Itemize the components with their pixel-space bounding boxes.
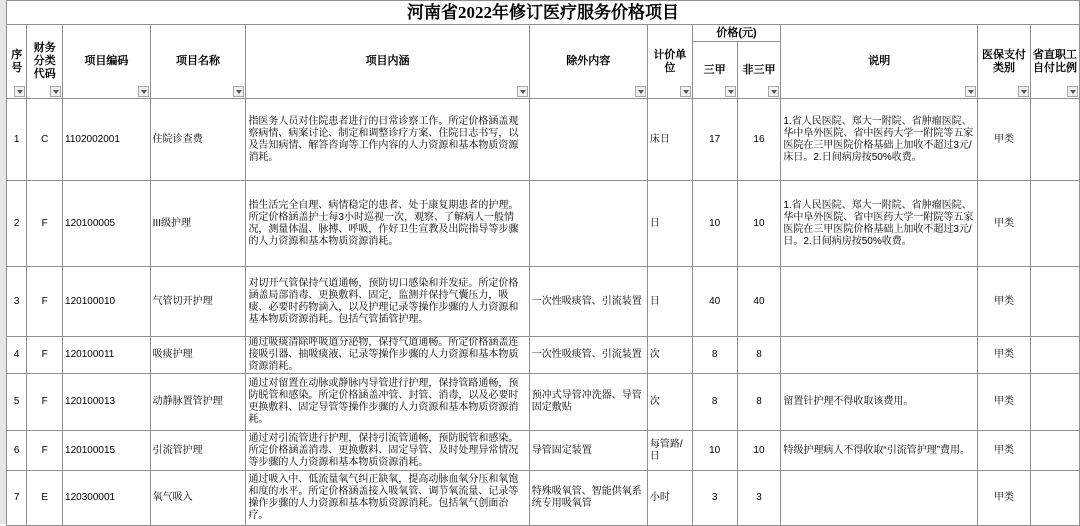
cell-content[interactable]: 通过对引流管进行护理，保持引流管通畅，预防脱管和感染。所定价格涵盖消毒、更换敷料、固定导管、及时处理异常情况等步骤的人力资源和基本物质资源消耗。 [246,431,529,471]
filter-dropdown-icon[interactable] [14,86,25,97]
table-row[interactable] [7,431,1080,471]
cell-self-pay[interactable] [1031,337,1080,374]
cell-fin[interactable]: E [27,471,63,526]
filter-dropdown-icon[interactable] [965,86,976,97]
cell-name[interactable]: 引流管护理 [150,431,246,471]
filter-dropdown-icon[interactable] [635,86,646,97]
cell-name[interactable]: 氧气吸入 [150,471,246,526]
header-note: 说明 [781,25,978,99]
cell-insurance[interactable]: 甲类 [978,267,1031,337]
header-self-pay: 省直职工自付比例 [1031,25,1080,99]
cell-excluded[interactable]: 一次性吸痰管、引流装置 [529,337,647,374]
cell-seq[interactable]: 5 [7,374,27,431]
cell-excluded[interactable] [529,181,647,267]
cell-seq[interactable]: 6 [7,431,27,471]
cell-price-grade3a[interactable]: 10 [692,181,737,267]
cell-price-grade3a[interactable]: 17 [692,99,737,181]
filter-dropdown-icon[interactable] [680,86,691,97]
cell-seq[interactable]: 2 [7,181,27,267]
table-row[interactable] [7,374,1080,431]
cell-excluded[interactable] [529,99,647,181]
cell-unit[interactable]: 日 [647,181,692,267]
filter-dropdown-icon[interactable] [1018,86,1029,97]
cell-excluded[interactable]: 导管固定装置 [529,431,647,471]
cell-note[interactable] [781,337,978,374]
cell-price-grade3a[interactable]: 10 [692,431,737,471]
header-price: 价格(元) [692,25,781,42]
cell-content[interactable]: 指生活完全自理、病情稳定的患者、处于康复期患者的护理。所定价格涵盖护士每3小时巡视一次，观察、了解病人一般情况，测量体温、脉搏、呼吸，作好卫生宣教及出院指导等步骤的人力资源和基本物质资源消耗。 [246,181,529,267]
filter-dropdown-icon[interactable] [138,86,149,97]
cell-self-pay[interactable] [1031,471,1080,526]
cell-fin[interactable]: F [27,374,63,431]
filter-dropdown-icon[interactable] [233,86,244,97]
cell-code[interactable]: 120100005 [63,181,151,267]
cell-code[interactable]: 120100015 [63,431,151,471]
cell-name[interactable]: 吸痰护理 [150,337,246,374]
cell-self-pay[interactable] [1031,374,1080,431]
cell-seq[interactable]: 3 [7,267,27,337]
cell-content[interactable]: 通过吸入中、低流量氧气纠正缺氧，提高动脉血氧分压和氧饱和度的水平。所定价格涵盖接入吸氧管、调节氧流量、记录等操作步骤的人力资源和基本物质资源消耗。包括氧气创面治疗。 [246,471,529,526]
cell-price-grade3a[interactable]: 8 [692,374,737,431]
cell-seq[interactable]: 1 [7,99,27,181]
cell-self-pay[interactable] [1031,267,1080,337]
table-row[interactable] [7,267,1080,337]
cell-price-non-grade3a[interactable]: 10 [737,431,781,471]
header-non-grade3a: 非三甲 [737,42,781,99]
cell-note[interactable] [781,267,978,337]
cell-insurance[interactable]: 甲类 [978,337,1031,374]
cell-insurance[interactable]: 甲类 [978,374,1031,431]
cell-price-non-grade3a[interactable]: 8 [737,337,781,374]
cell-fin[interactable]: F [27,431,63,471]
filter-dropdown-icon[interactable] [517,86,528,97]
cell-unit[interactable]: 小时 [647,471,692,526]
cell-excluded[interactable]: 一次性吸痰管、引流装置 [529,267,647,337]
header-excluded: 除外内容 [529,25,647,99]
cell-self-pay[interactable] [1031,431,1080,471]
cell-price-grade3a[interactable]: 8 [692,337,737,374]
cell-price-non-grade3a[interactable]: 10 [737,181,781,267]
cell-insurance[interactable]: 甲类 [978,99,1031,181]
cell-fin[interactable]: F [27,337,63,374]
cell-excluded[interactable]: 特殊吸氧管、智能供氧系统专用吸氧管 [529,471,647,526]
cell-price-non-grade3a[interactable]: 40 [737,267,781,337]
table-row[interactable] [7,471,1080,526]
cell-name[interactable]: 动静脉置管护理 [150,374,246,431]
cell-note[interactable]: 特级护理病人不得收取“引流管护理”费用。 [781,431,978,471]
cell-code[interactable]: 120100011 [63,337,151,374]
header-fin-code: 财务分类代码 [27,25,63,99]
filter-dropdown-icon[interactable] [725,86,736,97]
header-unit: 计价单位 [647,25,692,99]
cell-note[interactable]: 1.省人民医院、郑大一附院、省肿瘤医院、华中阜外医院、省中医药大学一附院等五家医院在三甲医院价格基础上加收不超过3元/床日。2.日间病房按50%收费。 [781,99,978,181]
cell-note[interactable]: 留置针护理不得收取该费用。 [781,374,978,431]
header-grade3a: 三甲 [692,42,737,99]
cell-unit[interactable]: 次 [647,374,692,431]
cell-note[interactable]: 1.省人民医院、郑大一附院、省肿瘤医院、华中阜外医院、省中医药大学一附院等五家医院在三甲医院价格基础上加收不超过3元/日。2.日间病房按50%收费。 [781,181,978,267]
filter-dropdown-icon[interactable] [1067,86,1078,97]
cell-code[interactable]: 120100010 [63,267,151,337]
cell-code[interactable]: 120300001 [63,471,151,526]
cell-unit[interactable]: 床日 [647,99,692,181]
cell-name[interactable]: III级护理 [150,181,246,267]
cell-price-grade3a[interactable]: 40 [692,267,737,337]
cell-insurance[interactable]: 甲类 [978,431,1031,471]
cell-content[interactable]: 对切开气管保持气道通畅，预防切口感染和并发症。所定价格涵盖局部消毒、更换敷料、固定，监测并保持气囊压力，吸痰、必要时药物滴入，以及护理记录等操作步骤的人力资源和基本物质资源消耗。包括气管插管护理。 [246,267,529,337]
filter-dropdown-icon[interactable] [50,86,61,97]
cell-unit[interactable]: 每管路/日 [647,431,692,471]
cell-fin[interactable]: F [27,267,63,337]
cell-price-non-grade3a[interactable]: 8 [737,374,781,431]
cell-content[interactable]: 通过对留置在动脉或静脉内导管进行护理，保持管路通畅，预防脱管和感染。所定价格涵盖冲管、封管、消毒，以及必要时更换敷料、固定导管等操作步骤的人力资源和基本物质资源消耗。 [246,374,529,431]
cell-name[interactable]: 气管切开护理 [150,267,246,337]
cell-name[interactable]: 住院诊查费 [150,99,246,181]
cell-insurance[interactable]: 甲类 [978,471,1031,526]
cell-fin[interactable]: C [27,99,63,181]
header-insurance: 医保支付类别 [978,25,1031,99]
cell-price-non-grade3a[interactable]: 3 [737,471,781,526]
cell-unit[interactable]: 日 [647,267,692,337]
cell-code[interactable]: 1102002001 [63,99,151,181]
cell-price-non-grade3a[interactable]: 16 [737,99,781,181]
cell-seq[interactable]: 4 [7,337,27,374]
cell-self-pay[interactable] [1031,99,1080,181]
header-seq: 序号 [7,25,27,99]
header-content: 项目内涵 [246,25,529,99]
cell-content[interactable]: 指医务人员对住院患者进行的日常诊察工作。所定价格涵盖观察病情、病案讨论、制定和调整诊疗方案、住院日志书写，以及告知病情、解答咨询等工作内容的人力资源和基本物质资源消耗。 [246,99,529,181]
cell-seq[interactable]: 7 [7,471,27,526]
sheet-title: 河南省2022年修订医疗服务价格项目 [7,1,1080,25]
header-item-code: 项目编码 [63,25,151,99]
table-row[interactable] [7,337,1080,374]
cell-insurance[interactable]: 甲类 [978,181,1031,267]
cell-code[interactable]: 120100013 [63,374,151,431]
cell-self-pay[interactable] [1031,181,1080,267]
price-table [6,0,1080,526]
cell-price-grade3a[interactable]: 3 [692,471,737,526]
table-row[interactable] [7,181,1080,267]
header-item-name: 项目名称 [150,25,246,99]
cell-content[interactable]: 通过吸痰清除呼吸道分泌物，保持气道通畅。所定价格涵盖连接吸引器、抽吸痰液、记录等操作步骤的人力资源和基本物质资源消耗。 [246,337,529,374]
filter-dropdown-icon[interactable] [768,86,779,97]
table-row[interactable] [7,99,1080,181]
cell-note[interactable] [781,471,978,526]
cell-fin[interactable]: F [27,181,63,267]
cell-unit[interactable]: 次 [647,337,692,374]
cell-excluded[interactable]: 预冲式导管冲洗器、导管固定敷贴 [529,374,647,431]
